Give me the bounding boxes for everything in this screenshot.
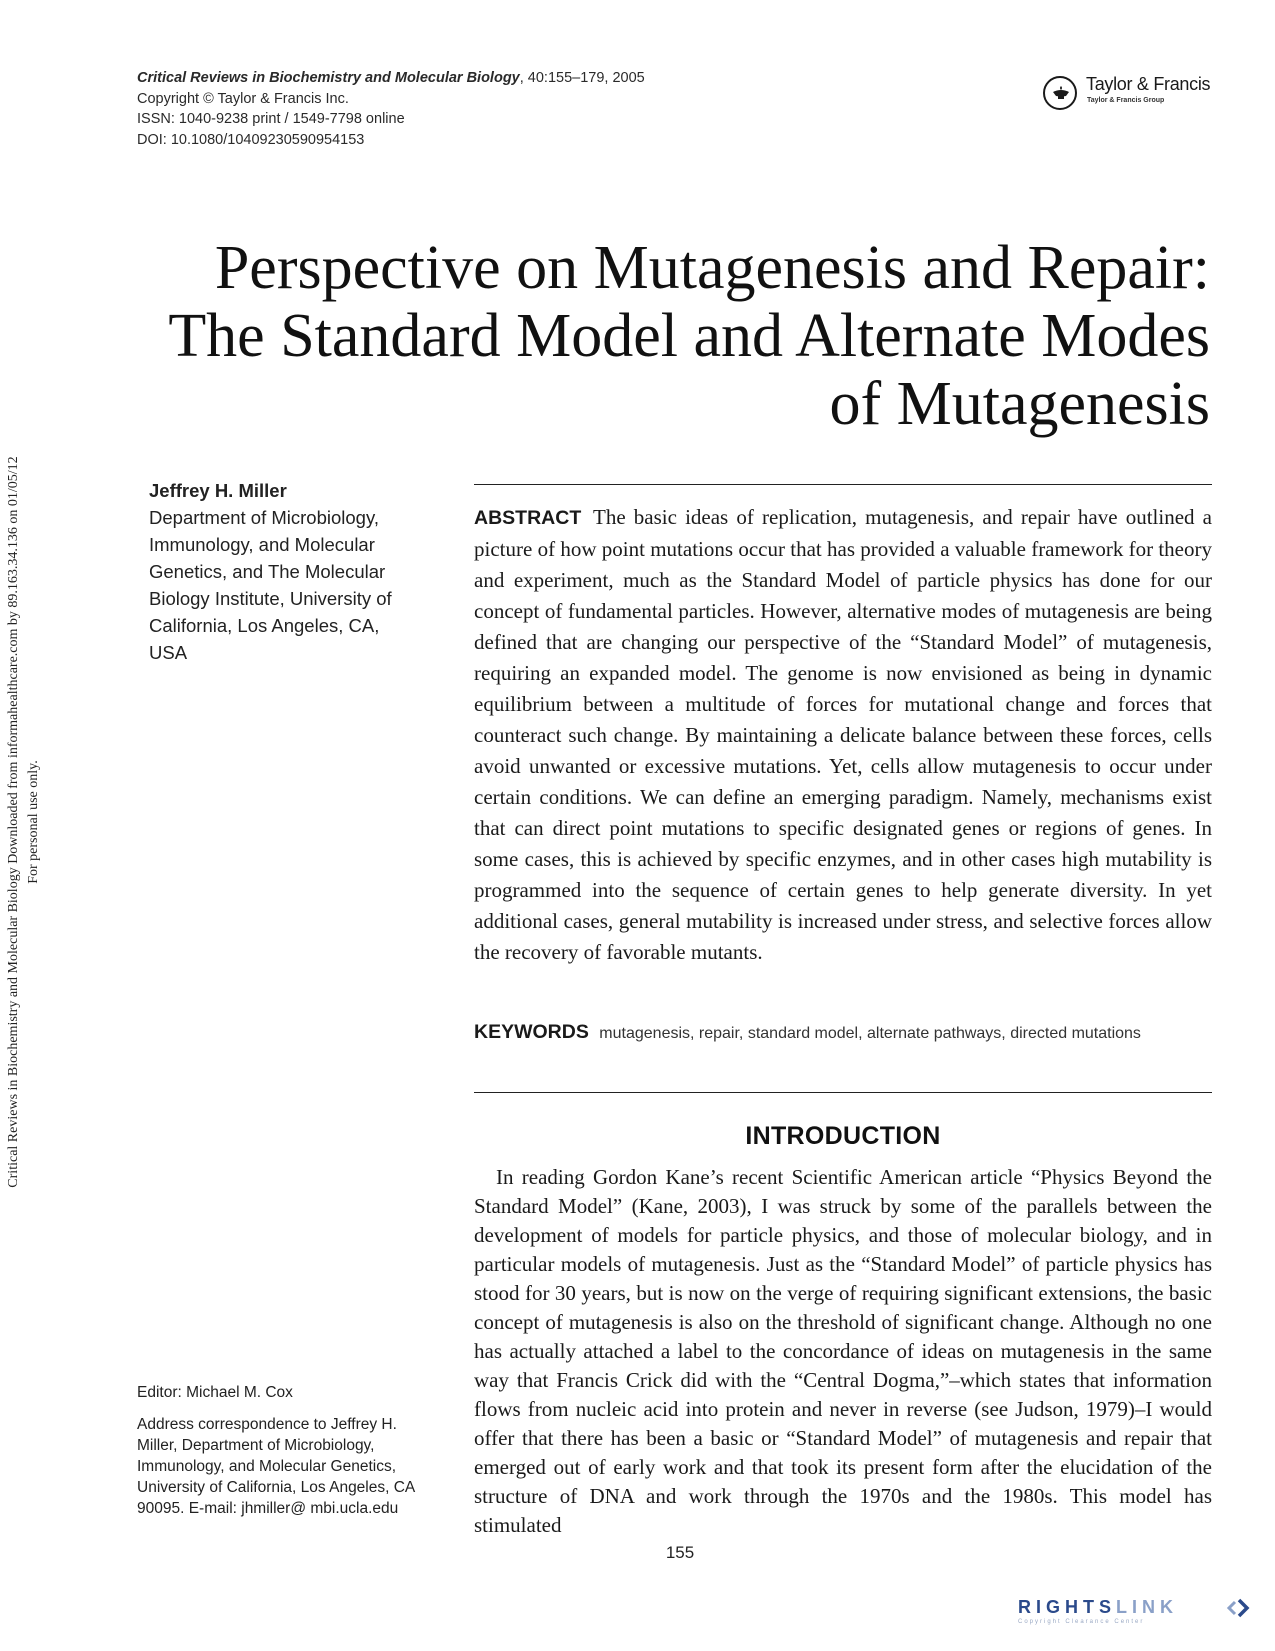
- abstract-text: The basic ideas of replication, mutagenesis, and repair have outlined a picture of how point mutations occur that has provided a valuable framework for theory and experiment, much as the Standard Model of particle physics has done for our concept of fundamental particles. However, alternative modes of mutagenesis are being defined that are changing our perspective of the “Standard Model” of mutagenesis, requiring an expanded model. The genome is now envisioned as being in dynamic equilibrium between a multitude of forces for mutational change and forces that counteract such change. By maintaining a delicate balance between these forces, cells avoid unwanted or excessive mutations. Yet, cells allow mutagenesis to occur under certain conditions. We can define an emerging paradigm. Namely, mechanisms exist that can direct point mutations to specific designated genes or regions of genes. In some cases, this is achieved by specific enzymes, and in other cases high mutability is programmed into the sequence of certain genes to help generate diversity. In yet additional cases, general mutability is increased under stress, and selective forces allow the recovery of favorable mutants.: [474, 505, 1212, 964]
- doi-line: DOI: 10.1080/10409230590954153: [137, 131, 365, 148]
- rightslink-subtitle: Copyright Clearance Center: [1018, 1619, 1145, 1625]
- rightslink-logo[interactable]: [1018, 1597, 1258, 1637]
- issn-line: ISSN: 1040-9238 print / 1549-7798 online: [137, 111, 405, 127]
- keywords-label: KEYWORDS: [474, 1021, 589, 1043]
- publisher-group: Taylor & Francis Group: [1087, 97, 1165, 104]
- copyright-line: Copyright © Taylor & Francis Inc.: [137, 90, 349, 107]
- rightslink-arrow-icon: [1225, 1597, 1251, 1619]
- title-line-3: of Mutagenesis: [829, 370, 1210, 438]
- journal-title: Critical Reviews in Biochemistry and Molecular Biology: [137, 70, 520, 86]
- introduction-heading: INTRODUCTION: [745, 1122, 941, 1150]
- article-title: [150, 234, 1210, 438]
- abstract-top-rule: [474, 484, 1212, 485]
- abstract-label: ABSTRACT: [474, 507, 582, 529]
- author-affiliation: Department of Microbiology, Immunology, and Molecular Genetics, and The Molecular Biology Institute, University of California, Los Angeles, CA, USA: [149, 507, 392, 663]
- oil-lamp-icon: [1051, 84, 1071, 102]
- rightslink-label-light: LINK: [1116, 1597, 1179, 1617]
- page-number: 155: [665, 1543, 695, 1562]
- keywords: [474, 1021, 1212, 1045]
- introduction-text: In reading Gordon Kane’s recent Scientific American article “Physics Beyond the Standard Model” (Kane, 2003), I was struck by some of the parallels between the development of models for particle physics, and those of molecular biology, and in particular models of mutagenesis. Just as the “Standard Model” of particle physics has stood for 30 years, but is now on the verge of requiring significant extensions, the basic concept of mutagenesis is also on the threshold of significant change. Although no one has actually attached a label to the concordance of ideas on mutagenesis in the same way that Francis Crick did with the “Central Dogma,”–which states that information flows from nucleic acid into protein and never in reverse (see Judson, 1979)–I would offer that there has been a basic or “Standard Model” of mutagenesis and repair that emerged out of early work and that took its present form after the elucidation of the structure of DNA and work through the 1970s and the 1980s. This model has stimulated: [474, 1165, 1212, 1537]
- publisher-name: Taylor & Francis: [1086, 74, 1211, 94]
- watermark-line-2: For personal use only.: [26, 760, 41, 884]
- author-name: Jeffrey H. Miller: [149, 480, 287, 501]
- journal-citation: , 40:155–179, 2005: [519, 70, 645, 86]
- keywords-bottom-rule: [474, 1092, 1212, 1093]
- title-line-2: The Standard Model and Alternate Modes: [168, 302, 1210, 370]
- rightslink-label-dark: RIGHTS: [1018, 1597, 1117, 1617]
- rightslink-wordmark: [1018, 1597, 1178, 1618]
- author-block: [149, 477, 419, 666]
- publisher-logo: [1043, 72, 1213, 116]
- keywords-text: mutagenesis, repair, standard model, alternate pathways, directed mutations: [599, 1025, 1141, 1042]
- journal-header: [137, 68, 837, 150]
- journal-citation-line: [137, 68, 837, 89]
- abstract: [474, 502, 1212, 968]
- title-line-1: Perspective on Mutagenesis and Repair:: [214, 234, 1210, 302]
- download-watermark: [4, 382, 44, 1262]
- watermark-line-1: Critical Reviews in Biochemistry and Molecular Biology Downloaded from informahealthcare.com by 89.163.34.136 on 01/05/12: [6, 456, 21, 1188]
- correspondence-address: Address correspondence to Jeffrey H. Miller, Department of Microbiology, Immunology, and Molecular Genetics, University of California, Los Angeles, CA 90095. E-mail: jhmiller@ mbi.ucla.edu: [137, 1416, 415, 1517]
- editor-note: Editor: Michael M. Cox: [137, 1384, 293, 1401]
